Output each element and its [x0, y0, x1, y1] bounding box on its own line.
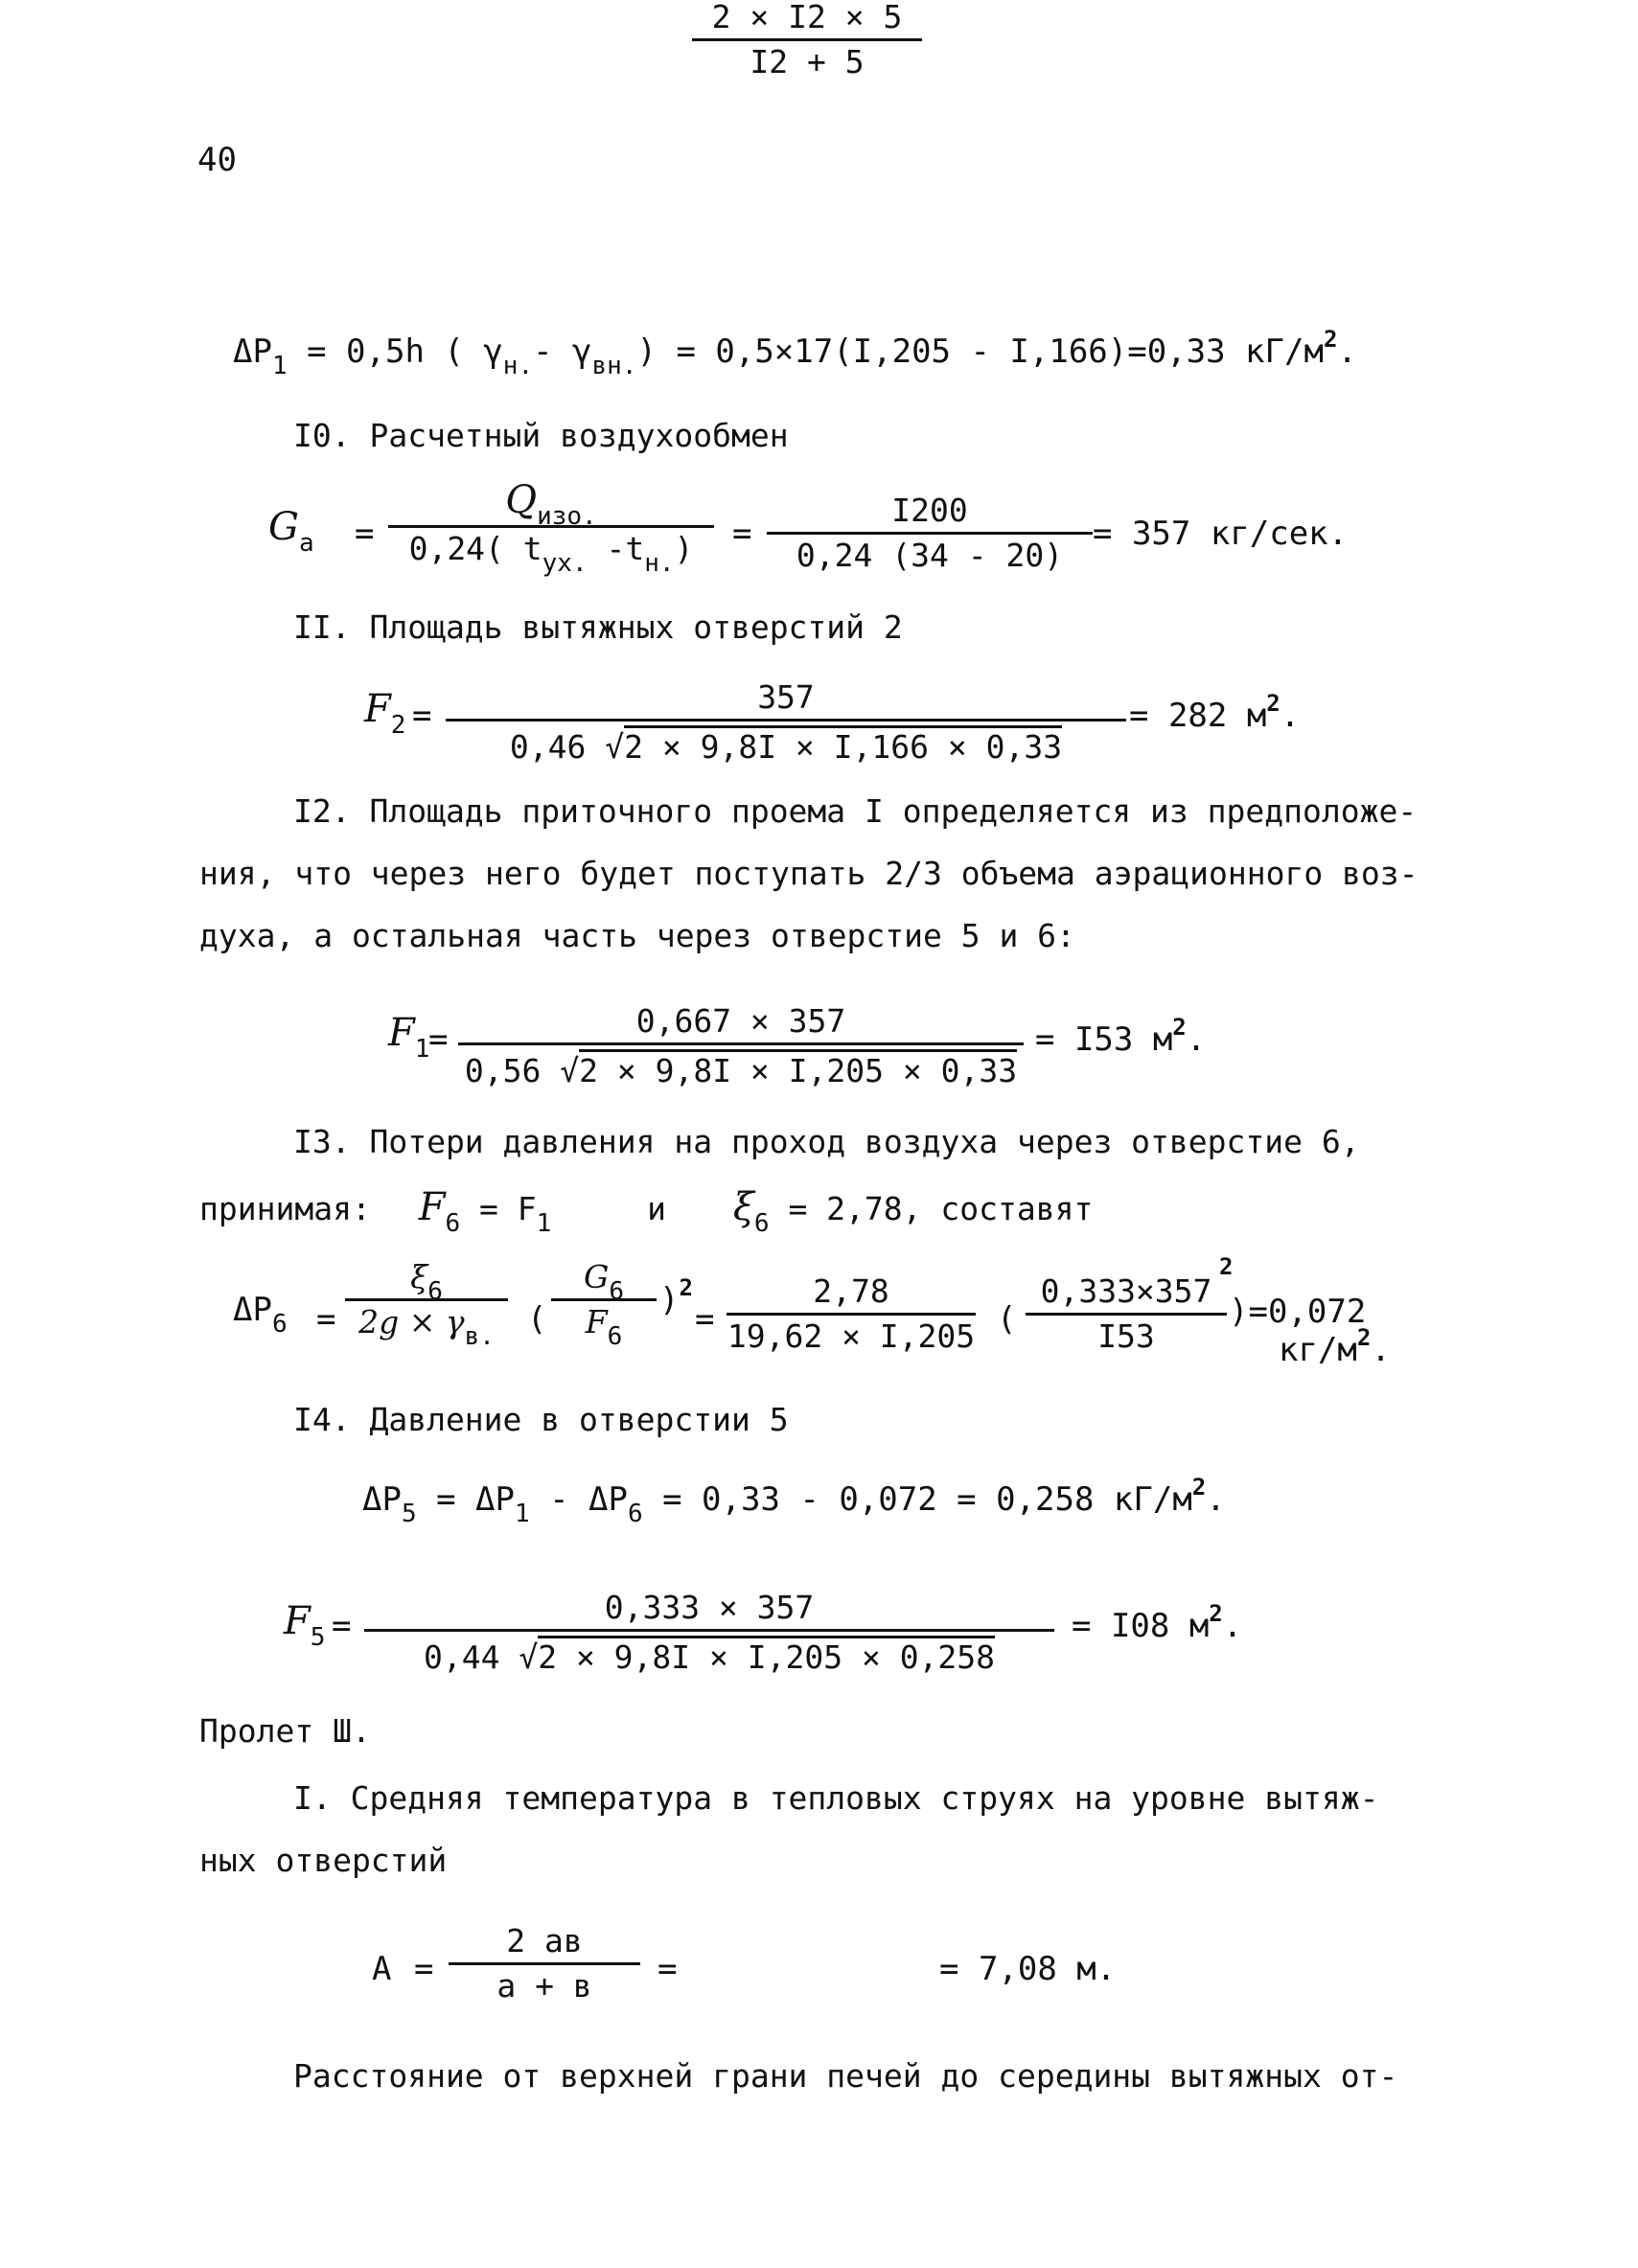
item-14-heading: I4. Давление в отверстии 5 — [293, 1401, 789, 1438]
item-13-line-1: I3. Потери давления на проход воздуха через отверстие 6, — [293, 1123, 1360, 1160]
item-1-line-2: ных отверстий — [199, 1842, 448, 1879]
item-13-line-2: принимая: $F_6 = F_1$ и $\xi_6 = 2,78$, составят — [199, 1185, 1094, 1238]
item-11-heading: II. Площадь вытяжных отверстий 2 — [293, 608, 903, 646]
item-12-line-2: ния, что через него будет поступать 2/3 объема аэрационного воз- — [199, 855, 1419, 892]
item-12-line-1: I2. Площадь приточного проема I определяется из предположе- — [293, 792, 1418, 830]
item-1-line-1: I. Средняя температура в тепловых струях на уровне вытяж- — [293, 1779, 1379, 1817]
item-10-heading: I0. Расчетный воздухообмен — [293, 417, 789, 454]
item-12-line-3: духа, а остальная часть через отверстие 5 и 6: — [199, 917, 1075, 954]
last-paragraph-line: Расстояние от верхней грани печей до середины вытяжных от- — [293, 2057, 1398, 2095]
equation-delta-p5: $\Delta P_5 = \Delta P_1 - \Delta P_6 = 0,33 - 0,072 = 0,258$ $кГ/м^2$. — [362, 1474, 1226, 1528]
section-title: Пролет Ш. — [199, 1712, 371, 1750]
equation-delta-p1: $\Delta P_1 = 0,5h$ ( $\gamma_{н.}-$ $\gamma_{вн.}) = 0,5\times 17(I,205 - I,166)=0,33$ $кГ/м^2$. — [233, 326, 1357, 380]
page-number: 40 — [197, 141, 237, 179]
